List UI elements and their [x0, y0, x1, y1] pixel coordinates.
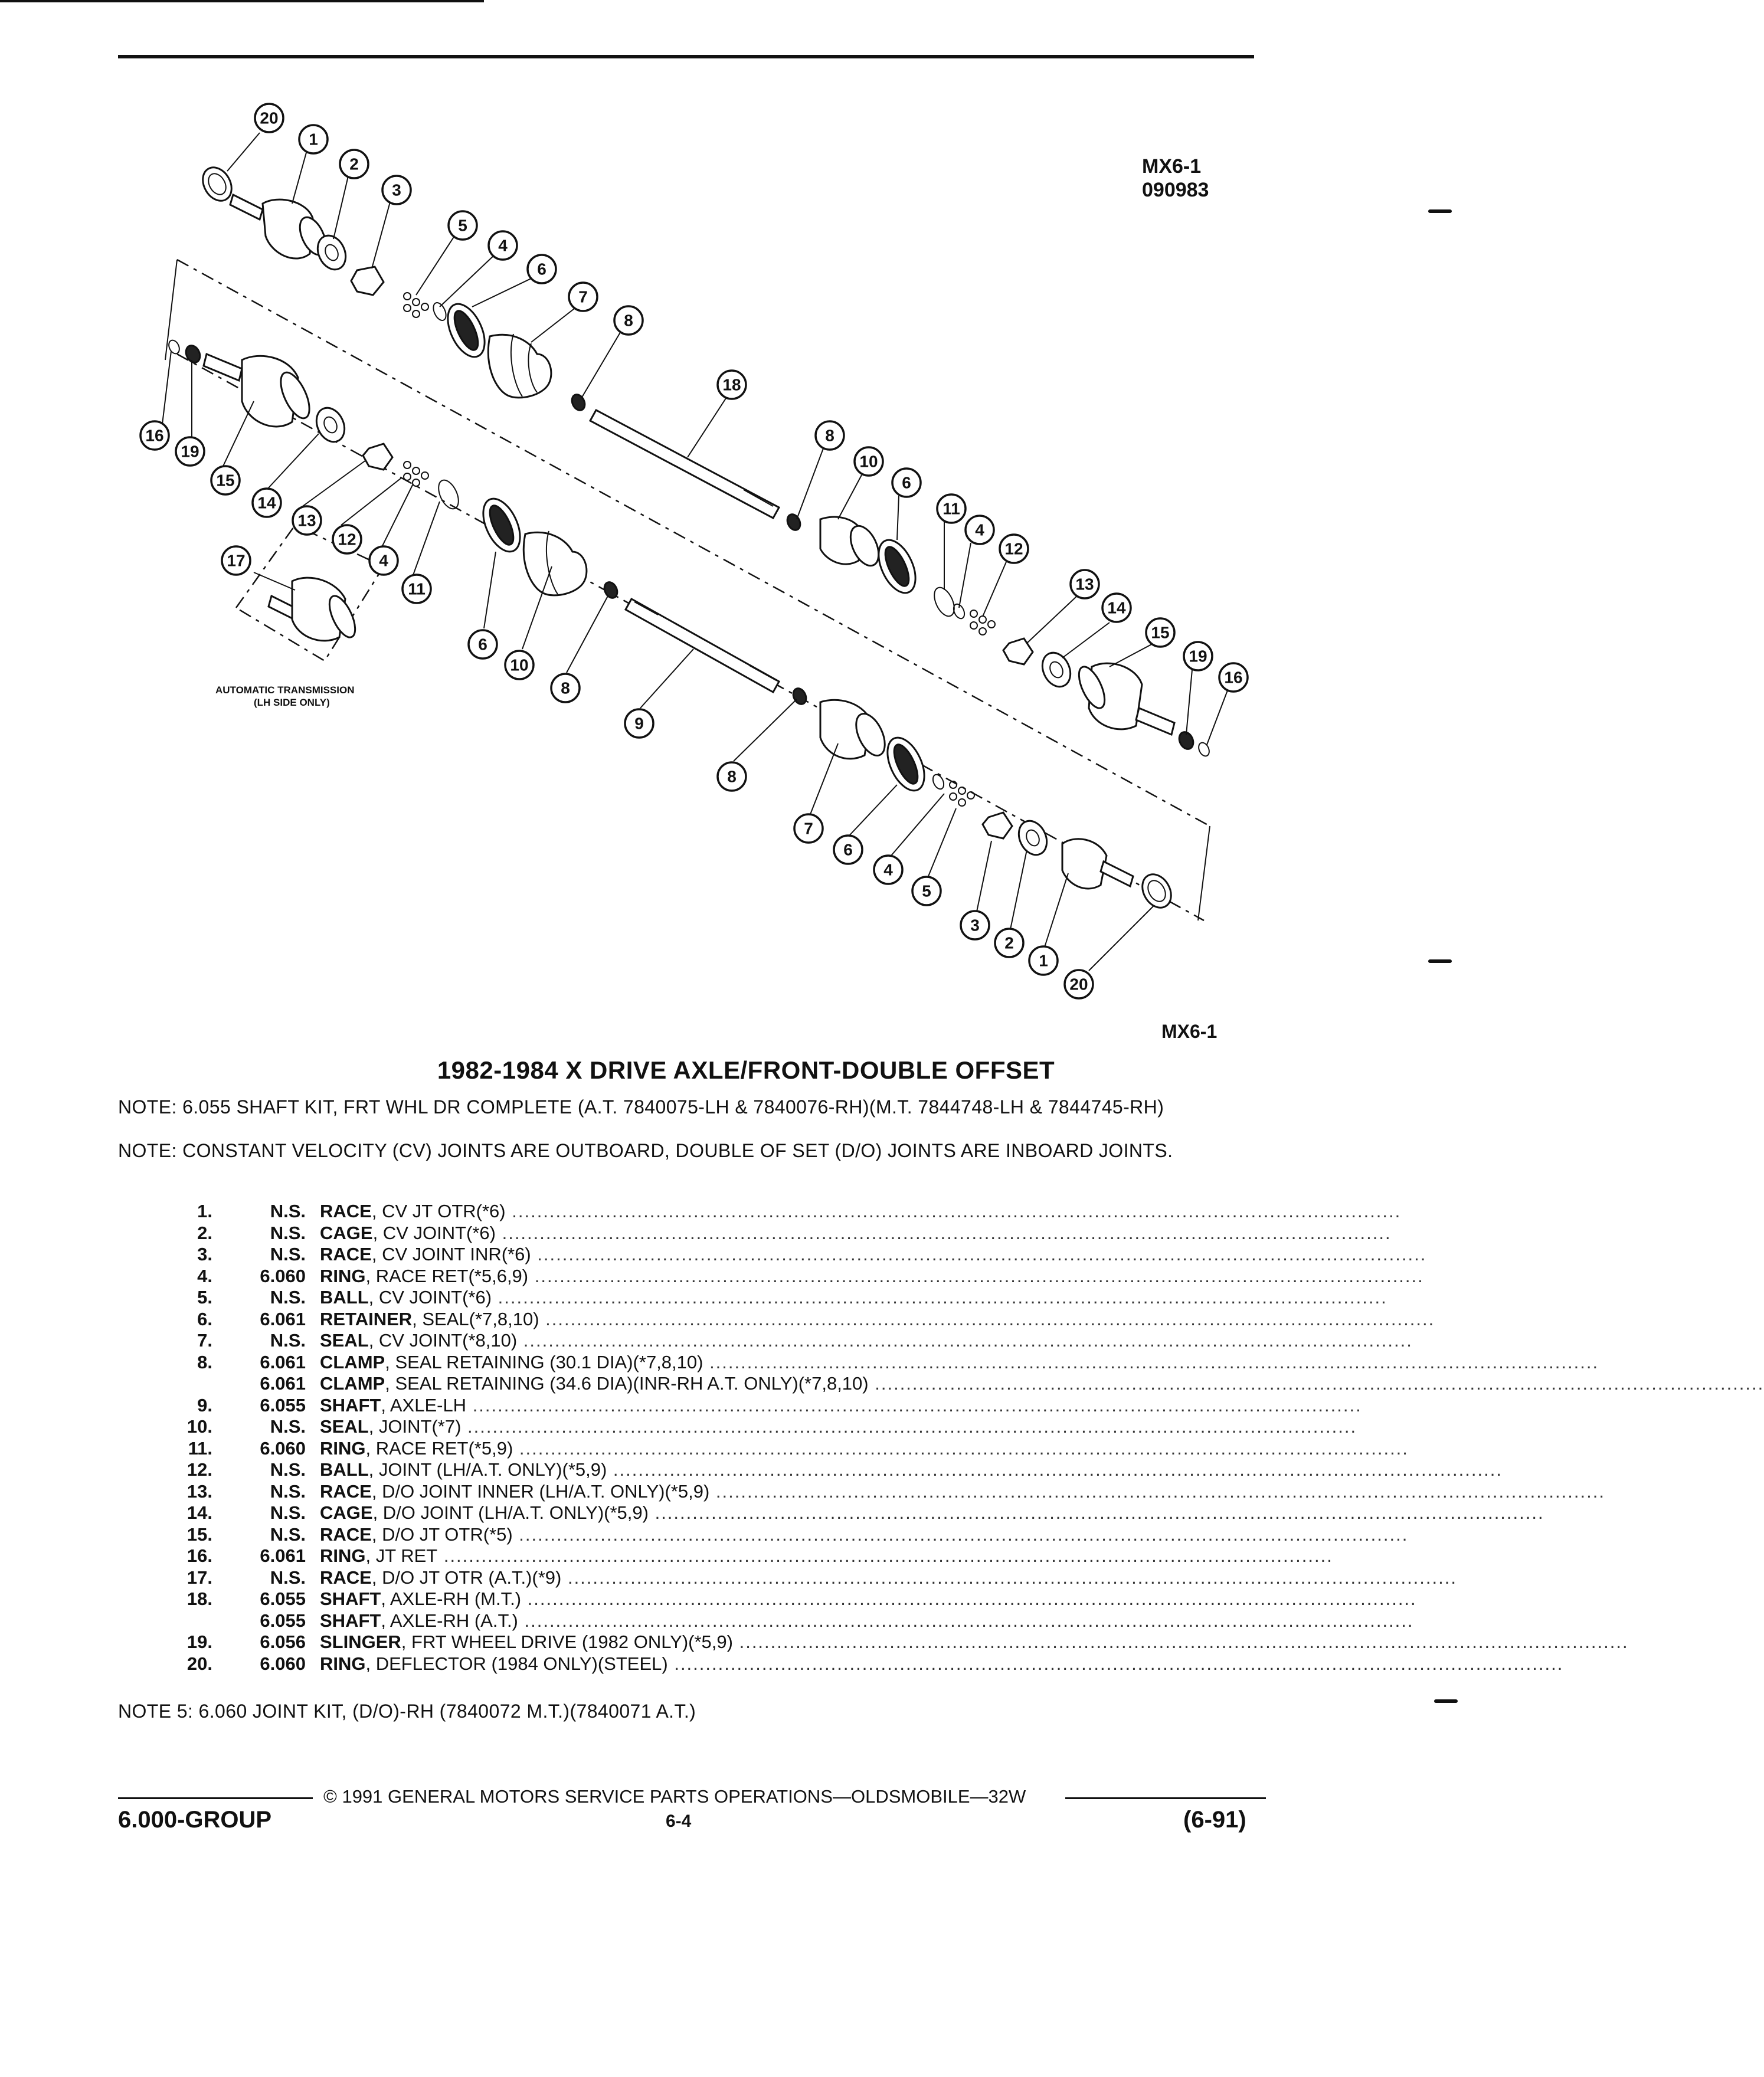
part-name: RING	[320, 1653, 366, 1674]
leader-dots: ..............................................................................................................................................	[539, 1308, 1435, 1329]
footer-rule-right	[1065, 1797, 1266, 1799]
svg-text:17: 17	[227, 551, 246, 570]
callout	[211, 466, 240, 494]
parts-list-row	[148, 1610, 1414, 1632]
svg-text:5: 5	[458, 216, 467, 235]
svg-text:11: 11	[942, 499, 960, 518]
svg-text:7: 7	[804, 819, 813, 838]
part-group-code: 6.055	[260, 1588, 306, 1609]
svg-text:9: 9	[634, 714, 644, 733]
parts-list-row	[148, 1244, 1427, 1266]
figure-ref-code-bottom: MX6-1	[1161, 1021, 1218, 1042]
part-description	[320, 1222, 1392, 1244]
part-number: 11.	[188, 1437, 212, 1459]
callout	[961, 911, 989, 939]
part-detail: , SEAL RETAINING (30.1 DIA)(*7,8,10)	[385, 1351, 703, 1372]
part-detail: , DEFLECTOR (1984 ONLY)(STEEL)	[365, 1653, 668, 1674]
part-description	[320, 1653, 1564, 1675]
automatic-transmission-inset	[236, 525, 384, 661]
svg-text:15: 15	[1151, 623, 1170, 642]
part-number: 12.	[186, 1459, 212, 1480]
part-group-code: N.S.	[270, 1244, 306, 1264]
callout	[340, 150, 368, 178]
part-number: 6.	[197, 1308, 212, 1329]
part-name: SHAFT	[320, 1588, 381, 1609]
callout	[794, 814, 823, 843]
parts-list-row	[148, 1545, 1333, 1567]
footer-revision: (6-91)	[1183, 1807, 1246, 1833]
part-description	[320, 1588, 1417, 1610]
scan-mark	[1428, 959, 1452, 963]
part-description	[320, 1459, 1503, 1481]
exploded-view-diagram	[130, 89, 1298, 1050]
callout	[625, 709, 653, 738]
svg-text:6: 6	[843, 840, 853, 859]
svg-text:19: 19	[181, 442, 199, 461]
shaft-lh	[626, 599, 779, 692]
leader-dots: ..............................................................................................................................................	[512, 1524, 1409, 1545]
parts-list-row	[148, 1567, 1457, 1589]
callout	[449, 211, 477, 240]
svg-text:1: 1	[309, 130, 318, 149]
callout	[718, 371, 746, 399]
part-number: 16.	[186, 1545, 212, 1566]
part-group-code: 6.061	[260, 1373, 306, 1394]
part-name: CLAMP	[320, 1351, 385, 1372]
part-description	[320, 1567, 1457, 1589]
svg-text:20: 20	[1069, 975, 1088, 994]
footer-page-number: 6-4	[666, 1811, 692, 1831]
svg-text:8: 8	[825, 426, 834, 445]
callout	[966, 516, 994, 544]
leader-dots: ..............................................................................................................................................	[505, 1201, 1402, 1221]
part-name: RACE	[320, 1201, 372, 1221]
part-name: RETAINER	[320, 1308, 413, 1329]
part-description	[320, 1545, 1333, 1567]
part-description	[320, 1416, 1357, 1438]
footer-group: 6.000-GROUP	[118, 1807, 272, 1833]
callout	[255, 104, 283, 132]
leader-dots: ..............................................................................................................................................	[868, 1373, 1764, 1394]
part-name: SLINGER	[320, 1632, 401, 1652]
part-number: 20.	[186, 1653, 212, 1674]
part-detail: , SEAL RETAINING (34.6 DIA)(INR-RH A.T. ONLY)(*7,8,10)	[385, 1373, 869, 1394]
svg-text:3: 3	[392, 181, 401, 199]
footer-rule-left	[118, 1797, 313, 1799]
part-number: 15.	[186, 1524, 212, 1545]
parts-list-row	[148, 1394, 1362, 1417]
parts-list-row	[148, 1265, 1424, 1288]
svg-text:7: 7	[578, 287, 588, 306]
callout	[333, 525, 361, 553]
callout	[293, 506, 321, 535]
part-number: 18.	[186, 1588, 212, 1609]
part-detail: , SEAL(*7,8,10)	[412, 1308, 539, 1329]
part-number: 2.	[197, 1222, 212, 1243]
part-description	[320, 1351, 1599, 1374]
part-detail: , JOINT (LH/A.T. ONLY)(*5,9)	[368, 1459, 607, 1480]
part-name: SHAFT	[320, 1394, 381, 1416]
callout	[369, 546, 398, 575]
svg-text:11: 11	[408, 579, 426, 598]
part-group-code: N.S.	[270, 1480, 306, 1502]
svg-text:3: 3	[970, 916, 980, 935]
part-group-code: 6.061	[260, 1351, 306, 1372]
parts-list-row	[148, 1308, 1435, 1331]
part-number: 5.	[197, 1287, 212, 1308]
callout	[874, 856, 902, 884]
svg-text:16: 16	[1224, 668, 1243, 687]
callout	[855, 447, 883, 476]
callout	[528, 255, 556, 283]
svg-text:5: 5	[922, 882, 931, 900]
scan-mark	[1428, 209, 1452, 213]
svg-text:6: 6	[902, 473, 911, 492]
inset-label-line2: (LH SIDE ONLY)	[254, 697, 330, 708]
svg-text:20: 20	[260, 109, 279, 127]
part-name: RACE	[320, 1567, 372, 1588]
part-number: 1.	[197, 1201, 212, 1221]
part-description	[320, 1502, 1544, 1524]
part-number: 8.	[197, 1351, 212, 1372]
callout	[569, 283, 597, 311]
parts-list-row	[148, 1502, 1544, 1524]
leader-dots: ..............................................................................................................................................	[466, 1394, 1362, 1416]
parts-list	[148, 1201, 1764, 1675]
part-number: 7.	[197, 1330, 212, 1351]
svg-text:13: 13	[297, 511, 316, 530]
leader-dots: ..............................................................................................................................................	[521, 1588, 1417, 1609]
scan-mark	[1434, 1699, 1458, 1703]
part-group-code: N.S.	[270, 1502, 306, 1523]
callout	[140, 421, 169, 450]
callout	[1102, 594, 1131, 622]
part-name: BALL	[320, 1459, 369, 1480]
svg-text:16: 16	[145, 426, 164, 445]
note-joint-kit: NOTE 5: 6.060 JOINT KIT, (D/O)-RH (7840072 M.T.)(7840071 A.T.)	[118, 1701, 696, 1722]
svg-text:12: 12	[1004, 539, 1023, 558]
callout	[937, 494, 966, 523]
callout	[1184, 642, 1212, 670]
parts-list-row	[148, 1373, 1764, 1395]
part-detail: , D/O JT OTR(*5)	[371, 1524, 513, 1545]
part-number: 3.	[197, 1244, 212, 1264]
parts-list-row	[148, 1351, 1599, 1374]
callout	[222, 546, 250, 575]
part-name: RACE	[320, 1480, 372, 1502]
leader-dots: ..............................................................................................................................................	[461, 1416, 1357, 1437]
part-description	[320, 1265, 1424, 1288]
svg-text:8: 8	[624, 311, 633, 330]
part-detail: , AXLE-RH (M.T.)	[381, 1588, 522, 1609]
part-description	[320, 1524, 1409, 1546]
part-name: CAGE	[320, 1502, 373, 1523]
svg-text:19: 19	[1189, 647, 1207, 666]
part-detail: , AXLE-LH	[381, 1394, 467, 1416]
svg-text:6: 6	[478, 635, 487, 654]
part-group-code: N.S.	[270, 1459, 306, 1480]
leader-dots: ..............................................................................................................................................	[492, 1287, 1387, 1308]
parts-list-row	[148, 1632, 1629, 1653]
svg-text:14: 14	[1107, 598, 1126, 617]
part-detail: , CV JOINT INR(*6)	[371, 1244, 531, 1264]
part-description	[320, 1287, 1387, 1309]
part-detail: , RACE RET(*5,6,9)	[365, 1265, 529, 1286]
part-number: 19.	[186, 1632, 212, 1652]
part-description	[320, 1244, 1427, 1266]
part-number: 17.	[186, 1567, 212, 1588]
inset-label-line1: AUTOMATIC TRANSMISSION	[215, 684, 355, 696]
svg-text:6: 6	[537, 260, 546, 279]
part-detail: , CV JOINT(*6)	[368, 1287, 492, 1308]
part-detail: , CV JOINT(*8,10)	[368, 1330, 518, 1351]
parts-list-row	[148, 1416, 1357, 1438]
svg-text:4: 4	[883, 860, 893, 879]
leader-dots: ..............................................................................................................................................	[495, 1222, 1392, 1243]
part-group-code: 6.060	[260, 1437, 306, 1459]
part-number: 4.	[197, 1265, 212, 1286]
callout	[489, 231, 517, 260]
part-group-code: 6.061	[260, 1545, 306, 1566]
part-description	[320, 1308, 1435, 1331]
callout	[912, 877, 941, 905]
callout	[1065, 970, 1093, 998]
callout	[892, 469, 921, 497]
svg-text:1: 1	[1039, 951, 1048, 970]
parts-list-row	[148, 1330, 1413, 1352]
leader-dots: ..............................................................................................................................................	[561, 1567, 1457, 1588]
part-number: 10.	[186, 1416, 212, 1437]
part-detail: , JOINT(*7)	[368, 1416, 462, 1437]
parts-list-row	[148, 1653, 1564, 1675]
part-detail: , D/O JOINT (LH/A.T. ONLY)(*5,9)	[372, 1502, 649, 1523]
callout	[718, 762, 746, 791]
part-detail: , FRT WHEEL DRIVE (1982 ONLY)(*5,9)	[401, 1632, 733, 1652]
figure-ref-code: MX6-1	[1142, 155, 1202, 178]
leader-dots: ..............................................................................................................................................	[667, 1653, 1564, 1674]
footer-copyright: © 1991 GENERAL MOTORS SERVICE PARTS OPERATIONS—OLDSMOBILE—32W	[323, 1786, 1026, 1807]
callout	[1146, 618, 1174, 647]
part-name: SEAL	[320, 1416, 369, 1437]
part-name: SHAFT	[320, 1610, 381, 1631]
parts-list-row	[148, 1524, 1409, 1546]
callout	[299, 125, 328, 153]
callout	[834, 836, 862, 864]
svg-text:2: 2	[349, 155, 359, 173]
note-joints: NOTE: CONSTANT VELOCITY (CV) JOINTS ARE OUTBOARD, DOUBLE OF SET (D/O) JOINTS ARE INBOARD JOINTS.	[118, 1140, 1173, 1161]
part-detail: , JT RET	[365, 1545, 438, 1566]
header-rule	[118, 55, 1254, 58]
leader-dots: ..............................................................................................................................................	[513, 1437, 1409, 1459]
part-group-code: N.S.	[270, 1330, 306, 1351]
svg-text:8: 8	[561, 679, 570, 697]
part-group-code: 6.056	[260, 1632, 306, 1652]
part-group-code: 6.060	[260, 1265, 306, 1286]
callout	[1219, 663, 1248, 692]
part-number: 14.	[186, 1502, 212, 1523]
svg-text:4: 4	[975, 520, 984, 539]
callout	[402, 575, 431, 603]
part-name: RING	[320, 1545, 366, 1566]
part-group-code: N.S.	[270, 1567, 306, 1588]
leader-dots: ..............................................................................................................................................	[437, 1545, 1333, 1566]
part-number: 9.	[197, 1394, 212, 1416]
part-name: RING	[320, 1437, 366, 1459]
svg-text:2: 2	[1004, 933, 1014, 952]
svg-text:10: 10	[510, 656, 529, 674]
part-description	[320, 1610, 1414, 1632]
part-number: 13.	[186, 1480, 212, 1502]
leader-dots: ..............................................................................................................................................	[607, 1459, 1503, 1480]
svg-text:10: 10	[859, 452, 878, 471]
figure-date-code: 090983	[1142, 179, 1209, 201]
parts-list-row	[148, 1480, 1605, 1503]
callout	[816, 421, 844, 450]
part-detail: , CV JT OTR(*6)	[371, 1201, 506, 1221]
part-name: CAGE	[320, 1222, 373, 1243]
part-name: RING	[320, 1265, 366, 1286]
part-description	[320, 1373, 1764, 1395]
part-group-code: 6.055	[260, 1610, 306, 1631]
parts-list-row	[148, 1588, 1417, 1610]
part-name: RACE	[320, 1524, 372, 1545]
parts-list-row	[148, 1222, 1392, 1244]
part-name: RACE	[320, 1244, 372, 1264]
callout	[253, 489, 281, 517]
callout	[1071, 570, 1099, 598]
bracket-left	[165, 260, 177, 360]
callout	[614, 306, 643, 335]
part-name: SEAL	[320, 1330, 369, 1351]
top-edge-rule	[0, 0, 484, 2]
page-title: 1982-1984 X DRIVE AXLE/FRONT-DOUBLE OFFSET	[437, 1056, 1055, 1084]
parts-list-row	[148, 1459, 1503, 1481]
part-group-code: N.S.	[270, 1287, 306, 1308]
svg-text:13: 13	[1075, 575, 1094, 594]
leader-dots: ..............................................................................................................................................	[732, 1632, 1629, 1652]
parts-list-row	[148, 1287, 1387, 1309]
leader-dots: ..............................................................................................................................................	[528, 1265, 1424, 1286]
leader-dots: ..............................................................................................................................................	[531, 1244, 1427, 1264]
svg-text:4: 4	[379, 551, 388, 570]
parts-list-row	[148, 1437, 1409, 1460]
part-group-code: 6.055	[260, 1394, 306, 1416]
part-detail: , CV JOINT(*6)	[372, 1222, 496, 1243]
part-group-code: 6.061	[260, 1308, 306, 1329]
part-detail: , D/O JT OTR (A.T.)(*9)	[371, 1567, 562, 1588]
part-name: CLAMP	[320, 1373, 385, 1394]
part-name: BALL	[320, 1287, 369, 1308]
parts-list-row	[148, 1201, 1402, 1223]
part-description	[320, 1394, 1362, 1417]
svg-text:4: 4	[498, 236, 508, 255]
part-description	[320, 1480, 1605, 1503]
svg-text:8: 8	[727, 767, 737, 786]
bracket-right	[1198, 826, 1210, 920]
note-shaft-kit: NOTE: 6.055 SHAFT KIT, FRT WHL DR COMPLETE (A.T. 7840075-LH & 7840076-RH)(M.T. 7844748-LH & 7844745-RH)	[118, 1096, 1164, 1118]
callout	[469, 630, 497, 659]
callout	[1000, 535, 1028, 563]
part-detail: , RACE RET(*5,9)	[365, 1437, 513, 1459]
part-detail: , AXLE-RH (A.T.)	[381, 1610, 518, 1631]
part-description	[320, 1201, 1402, 1223]
part-group-code: N.S.	[270, 1524, 306, 1545]
leader-dots: ..............................................................................................................................................	[518, 1610, 1414, 1631]
callout	[551, 674, 580, 702]
leader-dots: ..............................................................................................................................................	[648, 1502, 1544, 1523]
part-description	[320, 1330, 1413, 1352]
callout	[505, 651, 534, 679]
callout	[176, 437, 204, 466]
part-group-code: N.S.	[270, 1222, 306, 1243]
part-description	[320, 1437, 1409, 1460]
leader-dots: ..............................................................................................................................................	[703, 1351, 1599, 1372]
svg-text:15: 15	[216, 471, 235, 490]
svg-text:18: 18	[722, 375, 741, 394]
part-detail: , D/O JOINT INNER (LH/A.T. ONLY)(*5,9)	[371, 1480, 710, 1502]
svg-text:12: 12	[338, 530, 356, 549]
leader-dots: ..............................................................................................................................................	[709, 1480, 1605, 1502]
svg-text:14: 14	[257, 493, 276, 512]
part-group-code: N.S.	[270, 1201, 306, 1221]
callout	[1029, 946, 1058, 975]
part-group-code: 6.060	[260, 1653, 306, 1674]
callout	[382, 176, 411, 204]
leader-dots: ..............................................................................................................................................	[517, 1330, 1413, 1351]
part-description	[320, 1632, 1629, 1653]
part-group-code: N.S.	[270, 1416, 306, 1437]
callout	[995, 929, 1023, 957]
